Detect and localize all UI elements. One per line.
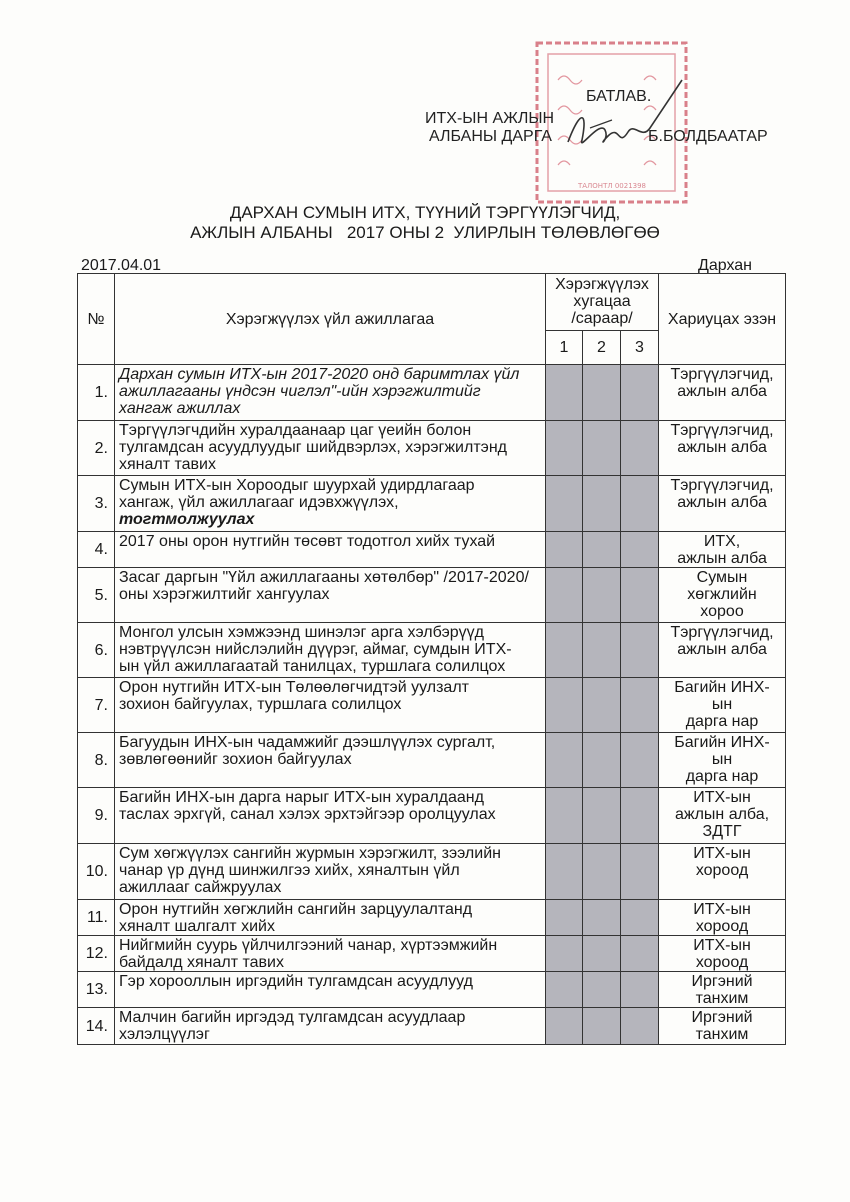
- month-2-cell: [583, 1008, 621, 1045]
- activity-line: ажиллагааны үндсэн чиглэл"-ийн хэрэгжилтийг: [119, 383, 481, 400]
- responsible-line: дарга нар: [685, 768, 759, 785]
- table-row: [78, 936, 786, 972]
- row-activity: [115, 788, 546, 844]
- row-activity: [115, 623, 546, 678]
- row-number: 9.: [78, 788, 115, 844]
- row-responsible: [659, 623, 786, 678]
- table-row: [78, 623, 786, 678]
- row-activity: [115, 365, 546, 421]
- month-1-cell: [546, 900, 583, 936]
- plan-table: [77, 273, 786, 1045]
- row-responsible: [659, 568, 786, 623]
- activity-line: тулгамдсан асуудлуудыг шийдвэрлэх, хэрэгжилтэнд: [119, 439, 507, 456]
- activity-line: Багийн ИНХ-ын дарга нарыг ИТХ-ын хуралдаанд: [119, 789, 484, 806]
- month-3-cell: [621, 900, 659, 936]
- row-number: 1.: [78, 365, 115, 421]
- activity-line: Монгол улсын хэмжээнд шинэлэг арга хэлбэрүүд: [119, 624, 484, 641]
- activity-line: зохион байгуулах, туршлага солилцох: [119, 696, 402, 713]
- month-3-cell: [621, 972, 659, 1008]
- row-activity: [115, 532, 546, 568]
- table-row: [78, 788, 786, 844]
- table-row: [78, 733, 786, 788]
- row-number: 13.: [78, 972, 115, 1008]
- responsible-line: хороод: [695, 954, 749, 971]
- row-number: 14.: [78, 1008, 115, 1045]
- month-3-cell: [621, 788, 659, 844]
- month-1-cell: [546, 365, 583, 421]
- month-2-cell: [583, 733, 621, 788]
- responsible-line: хороод: [695, 862, 749, 879]
- table-row: [78, 532, 786, 568]
- table-row: [78, 568, 786, 623]
- activity-line: Нийгмийн суурь үйлчилгээний чанар, хүртээмжийн: [119, 937, 498, 954]
- header-month-2: 2: [583, 331, 621, 365]
- responsible-line: ИТХ-ын: [693, 901, 751, 918]
- activity-line: зөвлөгөөнийг зохион байгуулах: [119, 751, 352, 768]
- month-2-cell: [583, 623, 621, 678]
- responsible-line: ИТХ,: [703, 533, 741, 550]
- row-activity: [115, 1008, 546, 1045]
- activity-line: таслах эрхгүй, санал хэлэх эрхтэйгээр оролцуулах: [119, 806, 496, 823]
- table-row: [78, 844, 786, 900]
- activity-line: Засаг даргын "Үйл ажиллагааны хөтөлбөр" /2017-2020/: [119, 569, 529, 586]
- row-responsible: [659, 365, 786, 421]
- month-3-cell: [621, 678, 659, 733]
- responsible-line: ажлын алба: [677, 550, 767, 567]
- header-responsible: Хариуцах эзэн: [659, 274, 786, 365]
- row-activity: [115, 476, 546, 532]
- row-number: 4.: [78, 532, 115, 568]
- row-responsible: [659, 900, 786, 936]
- activity-line: чанар үр дүнд шинжилгээ хийх, хяналтын үйл: [119, 862, 460, 879]
- header-activity: Хэрэгжүүлэх үйл ажиллагаа: [115, 274, 546, 365]
- row-number: 6.: [78, 623, 115, 678]
- row-responsible: [659, 972, 786, 1008]
- activity-line: байдалд хяналт тавих: [119, 954, 284, 971]
- activity-line: Тэргүүлэгчдийн хуралдаанаар цаг үеийн болон: [119, 422, 472, 439]
- activity-line: Сум хөгжүүлэх сангийн журмын хэрэгжилт, зээлийн: [119, 845, 501, 862]
- activity-line: Дархан сумын ИТХ-ын 2017-2020 онд баримтлах үйл: [119, 366, 520, 383]
- month-3-cell: [621, 936, 659, 972]
- responsible-line: ын: [711, 751, 733, 768]
- month-3-cell: [621, 733, 659, 788]
- row-responsible: [659, 421, 786, 476]
- row-number: 11.: [78, 900, 115, 936]
- activity-line: хяналт шалгалт хийх: [119, 918, 275, 935]
- month-1-cell: [546, 788, 583, 844]
- month-2-cell: [583, 972, 621, 1008]
- activity-line: Орон нутгийн хөгжлийн сангийн зарцуулалтанд: [119, 901, 473, 918]
- approval-name: Б.БОЛДБААТАР: [648, 128, 768, 145]
- activity-line: ажиллааг сайжруулах: [119, 879, 282, 896]
- month-3-cell: [621, 421, 659, 476]
- approval-batlav: БАТЛАВ.: [586, 88, 652, 105]
- month-2-cell: [583, 788, 621, 844]
- month-1-cell: [546, 476, 583, 532]
- document-title-line1: ДАРХАН СУМЫН ИТХ, ТҮҮНИЙ ТЭРГҮҮЛЭГЧИД,: [229, 203, 621, 222]
- row-number: 8.: [78, 733, 115, 788]
- month-1-cell: [546, 568, 583, 623]
- row-number: 12.: [78, 936, 115, 972]
- month-1-cell: [546, 532, 583, 568]
- row-activity: [115, 900, 546, 936]
- responsible-line: Багийн ИНХ-: [674, 679, 770, 696]
- row-activity: [115, 678, 546, 733]
- month-3-cell: [621, 365, 659, 421]
- row-responsible: [659, 1008, 786, 1045]
- stamp-text: ТАЛОНТЛ 0021398: [577, 182, 647, 190]
- month-1-cell: [546, 1008, 583, 1045]
- activity-line: Гэр хорооллын иргэдийн тулгамдсан асуудлууд: [119, 973, 473, 990]
- row-responsible: [659, 476, 786, 532]
- responsible-line: ажлын алба: [677, 383, 767, 400]
- row-number: 3.: [78, 476, 115, 532]
- row-activity: [115, 421, 546, 476]
- activity-line: оны хэрэгжилтийг хангуулах: [119, 586, 330, 603]
- row-responsible: [659, 844, 786, 900]
- activity-line: ын үйл ажиллагаатай танилцах, туршлага солилцох: [119, 658, 506, 675]
- responsible-line: Багийн ИНХ-: [674, 734, 770, 751]
- month-1-cell: [546, 623, 583, 678]
- table-row: [78, 678, 786, 733]
- responsible-line: танхим: [695, 990, 749, 1007]
- activity-line: Багуудын ИНХ-ын чадамжийг дээшлүүлэх сургалт,: [119, 734, 496, 751]
- table-row: [78, 972, 786, 1008]
- month-2-cell: [583, 476, 621, 532]
- activity-line: нэвтрүүлсэн нийслэлийн дүүрэг, аймаг, сумдын ИТХ-: [119, 641, 512, 658]
- month-1-cell: [546, 421, 583, 476]
- row-number: 2.: [78, 421, 115, 476]
- responsible-line: Тэргүүлэгчид,: [670, 624, 774, 641]
- responsible-line: Тэргүүлэгчид,: [670, 422, 774, 439]
- activity-emphasis: тогтмолжуулах: [119, 511, 255, 528]
- header-month-1: 1: [546, 331, 583, 365]
- row-responsible: [659, 733, 786, 788]
- row-number: 10.: [78, 844, 115, 900]
- responsible-line: ЗДТГ: [702, 823, 742, 840]
- responsible-line: ИТХ-ын: [693, 789, 751, 806]
- responsible-line: Иргэний: [691, 1009, 753, 1026]
- month-1-cell: [546, 678, 583, 733]
- month-2-cell: [583, 568, 621, 623]
- row-responsible: [659, 788, 786, 844]
- activity-line: хангаж, үйл ажиллагааг идэвхжүүлэх,: [119, 494, 399, 511]
- activity-line: 2017 оны орон нутгийн төсөвт тодотгол хийх тухай: [119, 533, 496, 550]
- month-2-cell: [583, 844, 621, 900]
- month-1-cell: [546, 733, 583, 788]
- month-2-cell: [583, 900, 621, 936]
- table-row: [78, 421, 786, 476]
- responsible-line: хороо: [700, 603, 744, 620]
- document-date: 2017.04.01: [81, 257, 162, 274]
- responsible-line: ИТХ-ын: [693, 845, 751, 862]
- table-row: [78, 1008, 786, 1045]
- responsible-line: Тэргүүлэгчид,: [670, 366, 774, 383]
- activity-line: Сумын ИТХ-ын Хороодыг шуурхай удирдлагаар: [119, 477, 475, 494]
- responsible-line: хороод: [695, 918, 749, 935]
- approval-position-line1: ИТХ-ЫН АЖЛЫН: [425, 110, 555, 127]
- activity-line: хяналт тавих: [119, 456, 216, 473]
- responsible-line: ажлын алба: [677, 494, 767, 511]
- responsible-line: ажлын алба: [677, 641, 767, 658]
- row-activity: [115, 972, 546, 1008]
- header-period: Хэрэгжүүлэх хугацаа /сараар/: [546, 274, 659, 331]
- row-responsible: [659, 678, 786, 733]
- responsible-line: хөгжлийн: [687, 586, 757, 603]
- month-2-cell: [583, 421, 621, 476]
- responsible-line: танхим: [695, 1026, 749, 1043]
- activity-line: хангаж ажиллах: [119, 400, 241, 417]
- activity-line: хэлэлцүүлэг: [119, 1026, 210, 1043]
- header-month-3: 3: [621, 331, 659, 365]
- month-2-cell: [583, 365, 621, 421]
- month-1-cell: [546, 972, 583, 1008]
- month-3-cell: [621, 568, 659, 623]
- row-activity: [115, 844, 546, 900]
- row-responsible: [659, 936, 786, 972]
- activity-line: Малчин багийн иргэдэд тулгамдсан асуудлаар: [119, 1009, 466, 1026]
- responsible-line: ын: [711, 696, 733, 713]
- month-3-cell: [621, 532, 659, 568]
- row-number: 5.: [78, 568, 115, 623]
- row-activity: [115, 936, 546, 972]
- table-row: [78, 900, 786, 936]
- row-number: 7.: [78, 678, 115, 733]
- responsible-line: ажлын алба,: [674, 806, 770, 823]
- document-title-line2: АЖЛЫН АЛБАНЫ 2017 ОНЫ 2 УЛИРЛЫН ТӨЛӨВЛӨГӨӨ: [190, 223, 660, 242]
- responsible-line: ажлын алба: [677, 439, 767, 456]
- row-responsible: [659, 532, 786, 568]
- responsible-line: дарга нар: [685, 713, 759, 730]
- row-activity: [115, 733, 546, 788]
- month-2-cell: [583, 936, 621, 972]
- approval-position-line2: АЛБАНЫ ДАРГА: [429, 128, 552, 145]
- activity-line: Орон нутгийн ИТХ-ын Төлөөлөгчидтэй уулзалт: [119, 679, 469, 696]
- signature: [560, 70, 690, 160]
- month-3-cell: [621, 844, 659, 900]
- month-1-cell: [546, 936, 583, 972]
- row-activity: [115, 568, 546, 623]
- document-place: Дархан: [697, 257, 752, 274]
- responsible-line: Тэргүүлэгчид,: [670, 477, 774, 494]
- header-num: №: [78, 274, 115, 365]
- month-3-cell: [621, 1008, 659, 1045]
- month-2-cell: [583, 532, 621, 568]
- month-3-cell: [621, 623, 659, 678]
- responsible-line: Иргэний: [691, 973, 753, 990]
- month-3-cell: [621, 476, 659, 532]
- responsible-line: Сумын: [696, 569, 748, 586]
- month-1-cell: [546, 844, 583, 900]
- month-2-cell: [583, 678, 621, 733]
- responsible-line: ИТХ-ын: [693, 937, 751, 954]
- table-row: [78, 365, 786, 421]
- table-row: [78, 476, 786, 532]
